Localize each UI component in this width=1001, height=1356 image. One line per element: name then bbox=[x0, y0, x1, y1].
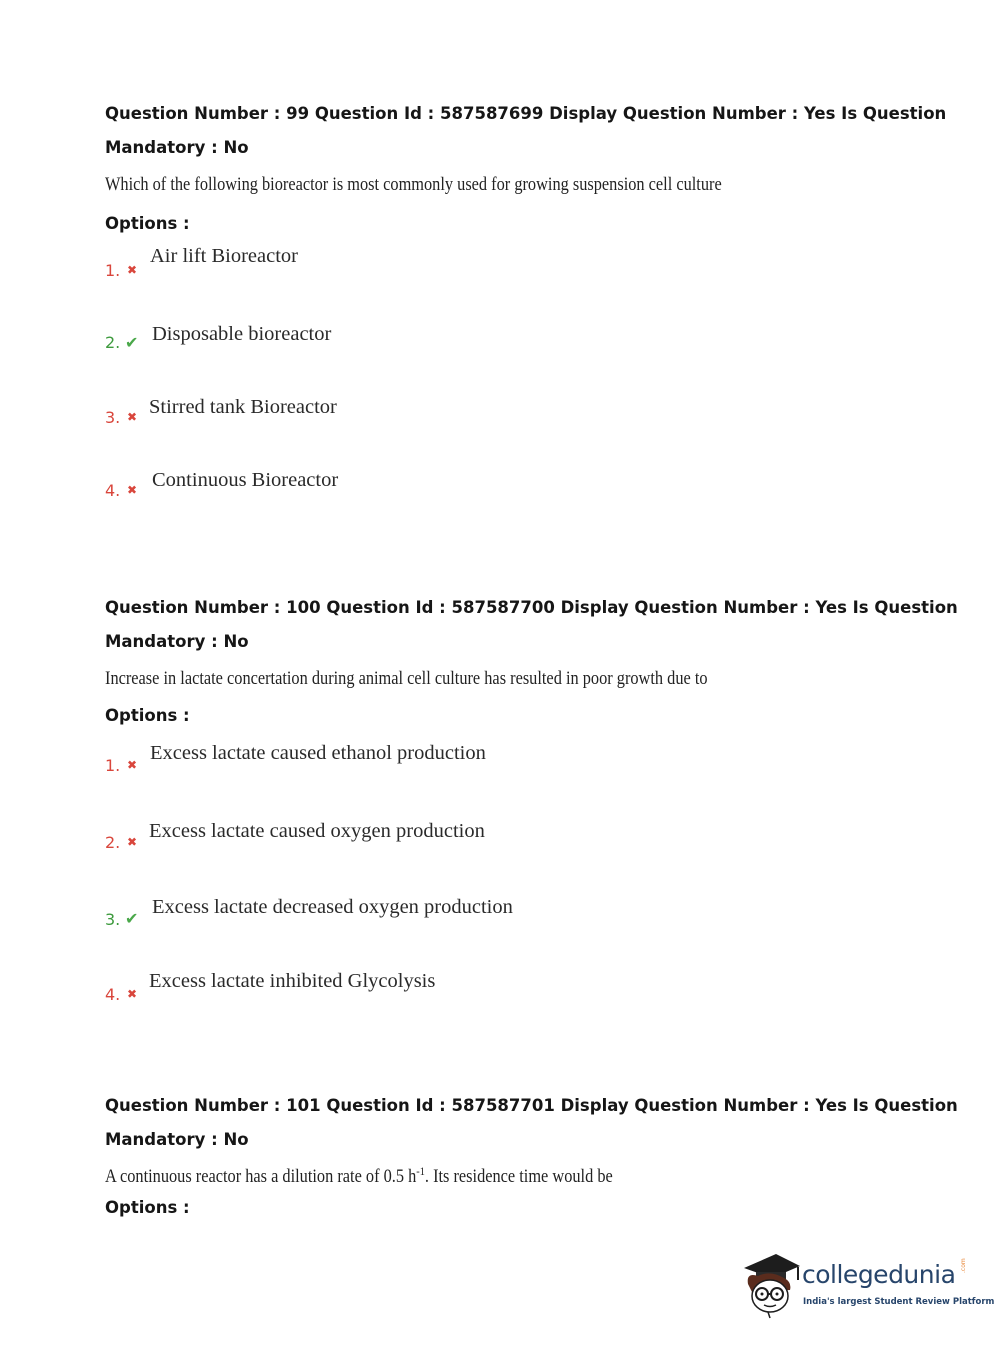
logo-name: collegedunia bbox=[802, 1260, 956, 1289]
option-text: Excess lactate caused oxygen production bbox=[149, 820, 485, 842]
option-3 bbox=[105, 896, 805, 936]
logo-tagline: India's largest Student Review Platform bbox=[803, 1297, 995, 1307]
collegedunia-logo bbox=[742, 1250, 995, 1320]
question-header-line1: Question Number : 101 Question Id : 587587701 Display Question Number : Yes Is Question bbox=[105, 1096, 958, 1115]
option-text: Excess lactate decreased oxygen production bbox=[152, 896, 513, 918]
cross-icon: ✖ bbox=[127, 263, 138, 277]
cross-icon: ✖ bbox=[127, 483, 138, 497]
option-1 bbox=[105, 742, 805, 782]
option-number: 4. bbox=[105, 985, 121, 1004]
logo-suffix: .com bbox=[960, 1258, 967, 1273]
option-text: Excess lactate inhibited Glycolysis bbox=[149, 970, 436, 992]
option-number: 1. bbox=[105, 756, 121, 775]
option-number: 4. bbox=[105, 481, 121, 500]
check-icon: ✔ bbox=[125, 333, 139, 352]
option-2 bbox=[105, 323, 805, 363]
option-4 bbox=[105, 469, 805, 509]
option-2 bbox=[105, 820, 805, 860]
option-number: 3. bbox=[105, 910, 121, 929]
cross-icon: ✖ bbox=[127, 410, 138, 424]
option-text: Continuous Bioreactor bbox=[152, 469, 339, 491]
question-header-line2: Mandatory : No bbox=[105, 138, 249, 157]
question-text bbox=[105, 1157, 793, 1197]
question-header-line1: Question Number : 99 Question Id : 587587699 Display Question Number : Yes Is Question bbox=[105, 104, 947, 123]
question-text: Which of the following bioreactor is most commonly used for growing suspension cell culture bbox=[105, 174, 722, 195]
option-number: 2. bbox=[105, 833, 121, 852]
option-text: Excess lactate caused ethanol production bbox=[150, 742, 486, 764]
options-label: Options : bbox=[105, 1198, 190, 1217]
question-text-superscript: -1 bbox=[416, 1164, 425, 1178]
option-number: 1. bbox=[105, 261, 121, 280]
question-text: Increase in lactate concertation during animal cell culture has resulted in poor growth due to bbox=[105, 668, 708, 689]
question-header-line1: Question Number : 100 Question Id : 587587700 Display Question Number : Yes Is Question bbox=[105, 598, 958, 617]
cross-icon: ✖ bbox=[127, 758, 138, 772]
option-text: Air lift Bioreactor bbox=[150, 245, 299, 267]
question-100 bbox=[105, 591, 958, 1004]
check-icon: ✔ bbox=[125, 909, 139, 928]
cross-icon: ✖ bbox=[127, 987, 138, 1001]
question-101 bbox=[105, 1089, 958, 1223]
option-number: 2. bbox=[105, 333, 121, 352]
cross-icon: ✖ bbox=[127, 835, 138, 849]
option-number: 3. bbox=[105, 408, 121, 427]
options-label: Options : bbox=[105, 214, 190, 233]
question-text-end: . Its residence time would be bbox=[424, 1166, 613, 1187]
question-text-main: A continuous reactor has a dilution rate of 0.5 h bbox=[105, 1166, 417, 1187]
mascot-icon bbox=[742, 1250, 802, 1320]
option-text: Disposable bioreactor bbox=[152, 323, 332, 345]
option-3 bbox=[105, 396, 805, 436]
option-text: Stirred tank Bioreactor bbox=[149, 396, 337, 418]
option-4 bbox=[105, 970, 805, 1010]
question-99 bbox=[105, 97, 947, 500]
question-header-line2: Mandatory : No bbox=[105, 1130, 249, 1149]
options-label: Options : bbox=[105, 706, 190, 725]
question-header-line2: Mandatory : No bbox=[105, 632, 249, 651]
option-1 bbox=[105, 245, 805, 285]
